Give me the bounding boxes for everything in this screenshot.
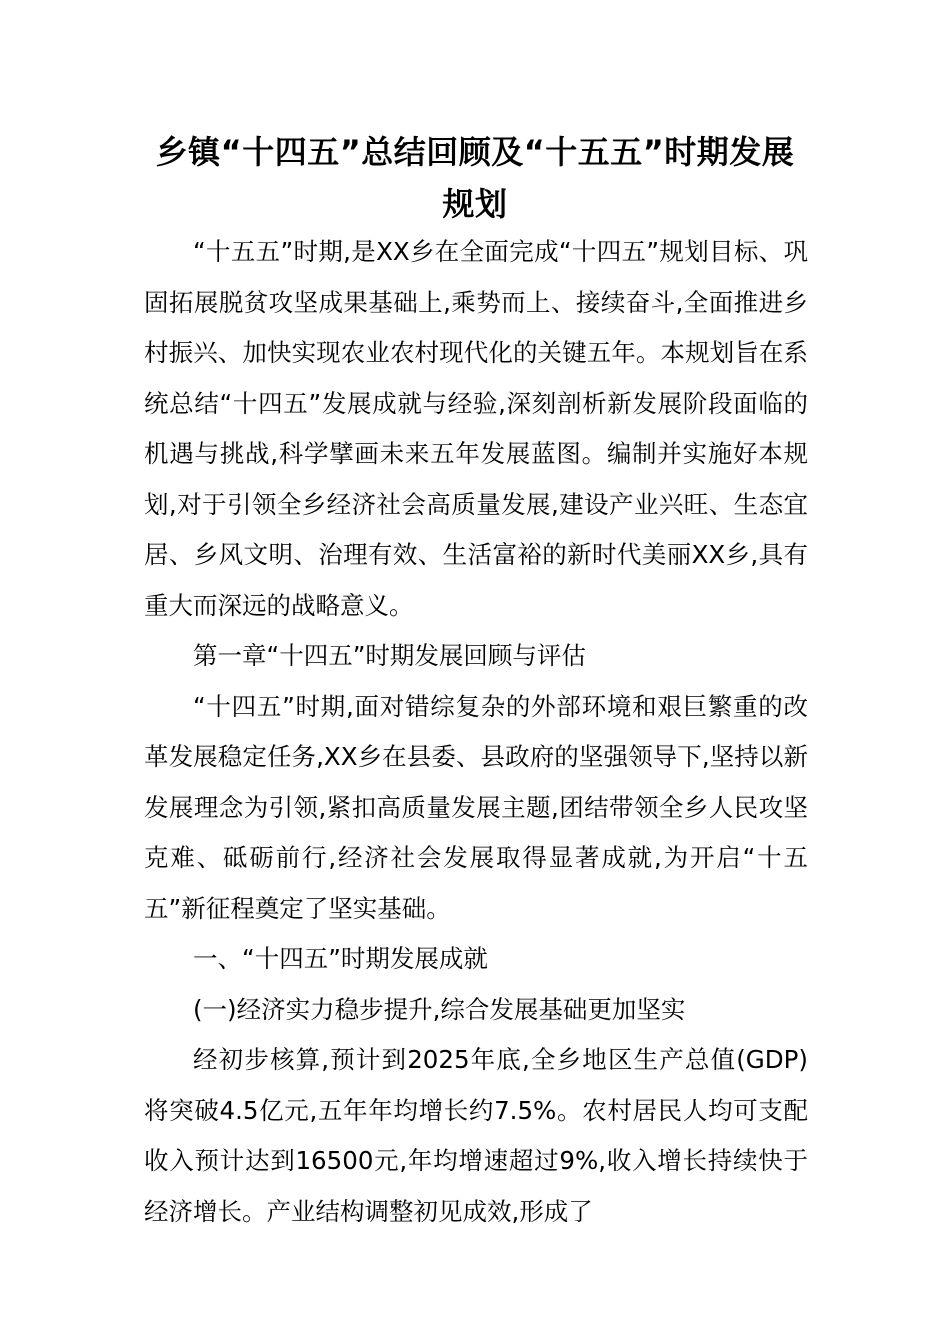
- chapter-intro-paragraph: “十四五”时期,面对错综复杂的外部环境和艰巨繁重的改革发展稳定任务,XX乡在县委、县政府的坚强领导下,坚持以新发展理念为引领,紧扣高质量发展主题,团结带领全乡人民攻坚克难、砥砺前行,经济社会发展取得显著成就,为开启“十五五”新征程奠定了坚实基础。: [144, 691, 808, 923]
- subsection-heading: (一)经济实力稳步提升,综合发展基础更加坚实: [193, 994, 686, 1024]
- document-body: [144, 227, 808, 1237]
- section-heading: 一、“十四五”时期发展成就: [193, 944, 488, 973]
- chapter-heading: 第一章“十四五”时期发展回顾与评估: [193, 641, 586, 670]
- document-title: 乡镇“十四五”总结回顾及“十五五”时期发展规划: [155, 133, 795, 223]
- economy-paragraph: 经初步核算,预计到2025年底,全乡地区生产总值(GDP)将突破4.5亿元,五年年均增长约7.5%。农村居民人均可支配收入预计达到16500元,年均增速超过9%,收入增长持续快于经济增长。产业结构调整初见成效,形成了: [144, 1045, 808, 1226]
- intro-paragraph: “十五五”时期,是XX乡在全面完成“十四五”规划目标、巩固拓展脱贫攻坚成果基础上,乘势而上、接续奋斗,全面推进乡村振兴、加快实现农业农村现代化的关键五年。本规划旨在系统总结“十四五”发展成就与经验,深刻剖析新发展阶段面临的机遇与挑战,科学擘画未来五年发展蓝图。编制并实施好本规划,对于引领全乡经济社会高质量发展,建设产业兴旺、生态宜居、乡风文明、治理有效、生活富裕的新时代美丽XX乡,具有重大而深远的战略意义。: [144, 237, 808, 620]
